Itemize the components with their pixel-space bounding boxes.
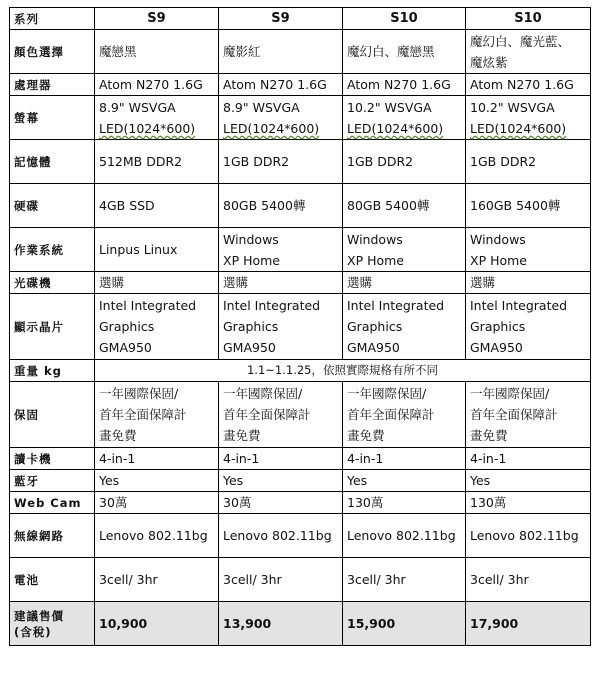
value-line: 4-in-1 [223, 451, 260, 466]
value-cell [95, 140, 219, 184]
table-body [10, 30, 591, 646]
value-line: 4-in-1 [99, 451, 136, 466]
value-line: 魔幻白、魔戀黑 [347, 44, 435, 59]
value-line: Graphics [470, 319, 526, 334]
value-cell [466, 514, 591, 558]
table-row [10, 360, 591, 382]
value-line: LED(1024*600) [470, 120, 567, 136]
value-line: Graphics [223, 319, 279, 334]
table-row [10, 294, 591, 360]
header-model-3: S10 [343, 8, 466, 30]
row-label: 處理器 [10, 74, 95, 96]
value-line: Lenovo 802.11bg [347, 528, 456, 543]
value-line: 魔戀黑 [99, 44, 137, 59]
spec-comparison-table [9, 7, 591, 646]
value-cell [95, 30, 219, 74]
value-line: 3cell/ 3hr [223, 572, 282, 587]
value-cell [343, 492, 466, 514]
value-line: XP Home [470, 252, 527, 268]
value-cell [95, 184, 219, 228]
header-series-label: 系列 [10, 8, 95, 30]
value-cell [343, 514, 466, 558]
row-label: 光碟機 [10, 272, 95, 294]
value-line: 15,900 [347, 616, 396, 631]
value-line: Intel Integrated [223, 298, 321, 313]
value-line: GMA950 [99, 340, 152, 355]
value-cell [219, 470, 343, 492]
value-line: 8.9" WSVGA [223, 99, 300, 115]
value-line: Windows [470, 231, 526, 247]
value-line: 4GB SSD [99, 198, 155, 213]
value-cell [343, 140, 466, 184]
row-label-line: (含稅) [14, 624, 52, 639]
value-line: 一年國際保固/ [470, 386, 550, 401]
value-line: 一年國際保固/ [99, 386, 179, 401]
value-line: 130萬 [347, 495, 384, 510]
value-cell [466, 294, 591, 360]
table-row [10, 272, 591, 294]
value-line: 選購 [99, 275, 125, 290]
value-cell [219, 514, 343, 558]
value-cell [466, 140, 591, 184]
value-line: 30萬 [223, 495, 252, 510]
value-line: 1GB DDR2 [223, 154, 290, 169]
row-label: Web Cam [10, 492, 95, 514]
value-cell [95, 74, 219, 96]
value-cell [95, 382, 219, 448]
value-line: Graphics [99, 319, 155, 334]
table-row [10, 558, 591, 602]
value-line: 一年國際保固/ [347, 386, 427, 401]
value-cell [466, 492, 591, 514]
header-model-1: S9 [95, 8, 219, 30]
table-row [10, 492, 591, 514]
value-cell [343, 30, 466, 74]
table-row [10, 30, 591, 74]
value-cell [466, 448, 591, 470]
value-line: 512MB DDR2 [99, 154, 183, 169]
value-cell [343, 602, 466, 646]
value-cell [343, 184, 466, 228]
value-line: 魔幻白、魔光藍、 [470, 33, 571, 49]
value-cell [219, 228, 343, 272]
value-line: 畫免費 [347, 428, 385, 443]
value-cell [466, 558, 591, 602]
value-line: 80GB 5400轉 [347, 198, 430, 213]
row-label [10, 602, 95, 646]
value-line: Yes [470, 473, 491, 488]
value-cell [95, 492, 219, 514]
value-cell [343, 74, 466, 96]
value-cell [466, 382, 591, 448]
value-cell [219, 140, 343, 184]
value-cell [219, 558, 343, 602]
value-line: 選購 [470, 275, 496, 290]
row-label: 無線網路 [10, 514, 95, 558]
value-line: XP Home [347, 252, 404, 268]
value-line: 選購 [347, 275, 373, 290]
value-line: 魔影紅 [223, 44, 261, 59]
value-line: Atom N270 1.6G [223, 77, 327, 92]
table-header-row [10, 8, 591, 30]
value-line: 首年全面保障計 [470, 407, 558, 422]
table-row [10, 74, 591, 96]
value-line: 畫免費 [223, 428, 261, 443]
value-line: Yes [99, 473, 120, 488]
row-label: 保固 [10, 382, 95, 448]
value-cell [466, 74, 591, 96]
value-line: 3cell/ 3hr [347, 572, 406, 587]
table-row [10, 470, 591, 492]
value-cell [466, 470, 591, 492]
header-model-4: S10 [466, 8, 591, 30]
row-label-line: 建議售價 [14, 608, 64, 623]
value-cell [95, 294, 219, 360]
value-line: 30萬 [99, 495, 128, 510]
value-cell [466, 228, 591, 272]
value-cell [95, 470, 219, 492]
value-cell [95, 272, 219, 294]
value-cell [219, 492, 343, 514]
value-line: Lenovo 802.11bg [470, 528, 579, 543]
value-line: 17,900 [470, 616, 519, 631]
value-cell [343, 294, 466, 360]
merged-value-cell: 1.1~1.1.25，依照實際規格有所不同 [95, 360, 591, 382]
value-line: 選購 [223, 275, 249, 290]
table-row [10, 382, 591, 448]
value-line: Linpus Linux [99, 242, 178, 257]
value-line: 10.2" WSVGA [347, 99, 432, 115]
value-line: 一年國際保固/ [223, 386, 303, 401]
value-cell [343, 272, 466, 294]
value-line: Windows [223, 231, 279, 247]
value-line: LED(1024*600) [347, 120, 444, 136]
row-label: 記憶體 [10, 140, 95, 184]
row-label: 讀卡機 [10, 448, 95, 470]
row-label: 顏色選擇 [10, 30, 95, 74]
value-line: 4-in-1 [347, 451, 384, 466]
value-cell [95, 228, 219, 272]
value-cell [95, 448, 219, 470]
value-line: 80GB 5400轉 [223, 198, 306, 213]
value-line: Windows [347, 231, 403, 247]
row-label: 作業系統 [10, 228, 95, 272]
row-label: 電池 [10, 558, 95, 602]
table-row [10, 448, 591, 470]
value-line: 1GB DDR2 [347, 154, 414, 169]
table-row [10, 184, 591, 228]
table-row [10, 514, 591, 558]
table-row [10, 602, 591, 646]
value-line: Intel Integrated [347, 298, 445, 313]
value-cell [219, 74, 343, 96]
value-line: 首年全面保障計 [347, 407, 435, 422]
value-line: Graphics [347, 319, 403, 334]
value-line: 魔炫紫 [470, 54, 508, 70]
value-line: 4-in-1 [470, 451, 507, 466]
value-cell [466, 96, 591, 140]
row-label: 硬碟 [10, 184, 95, 228]
value-cell [219, 96, 343, 140]
value-line: 13,900 [223, 616, 272, 631]
value-cell [219, 294, 343, 360]
value-cell [466, 184, 591, 228]
value-line: 3cell/ 3hr [99, 572, 158, 587]
value-cell [343, 382, 466, 448]
value-cell [95, 558, 219, 602]
value-line: GMA950 [347, 340, 400, 355]
value-line: GMA950 [470, 340, 523, 355]
value-line: 8.9" WSVGA [99, 99, 176, 115]
value-line: LED(1024*600) [223, 120, 320, 136]
value-line: 3cell/ 3hr [470, 572, 529, 587]
value-line: 首年全面保障計 [99, 407, 187, 422]
value-line: XP Home [223, 252, 280, 268]
value-line: Lenovo 802.11bg [99, 528, 208, 543]
value-line: Intel Integrated [99, 298, 197, 313]
value-cell [343, 228, 466, 272]
table-row [10, 96, 591, 140]
value-cell [343, 558, 466, 602]
table-row [10, 228, 591, 272]
value-line: Atom N270 1.6G [99, 77, 203, 92]
row-label: 顯示晶片 [10, 294, 95, 360]
value-cell [466, 30, 591, 74]
row-label: 藍牙 [10, 470, 95, 492]
value-cell [95, 514, 219, 558]
value-cell [466, 272, 591, 294]
value-line: Atom N270 1.6G [347, 77, 451, 92]
value-cell [95, 96, 219, 140]
header-model-2: S9 [219, 8, 343, 30]
row-label: 螢幕 [10, 96, 95, 140]
value-line: Intel Integrated [470, 298, 568, 313]
value-cell [219, 448, 343, 470]
value-line: Yes [223, 473, 244, 488]
value-cell [343, 448, 466, 470]
value-cell [219, 184, 343, 228]
value-line: 畫免費 [99, 428, 137, 443]
value-line: 10.2" WSVGA [470, 99, 555, 115]
value-line: Lenovo 802.11bg [223, 528, 332, 543]
value-line: Yes [347, 473, 368, 488]
value-line: LED(1024*600) [99, 120, 196, 136]
value-line: 160GB 5400轉 [470, 198, 561, 213]
row-label: 重量 kg [10, 360, 95, 382]
value-line: GMA950 [223, 340, 276, 355]
value-cell [466, 602, 591, 646]
value-cell [343, 96, 466, 140]
value-line: 首年全面保障計 [223, 407, 311, 422]
value-line: 10,900 [99, 616, 148, 631]
value-cell [343, 470, 466, 492]
table-row [10, 140, 591, 184]
value-line: Atom N270 1.6G [470, 77, 574, 92]
value-cell [219, 30, 343, 74]
value-cell [219, 382, 343, 448]
value-line: 130萬 [470, 495, 507, 510]
value-cell [219, 602, 343, 646]
value-line: 畫免費 [470, 428, 508, 443]
value-line: 1GB DDR2 [470, 154, 537, 169]
value-cell [219, 272, 343, 294]
value-cell [95, 602, 219, 646]
